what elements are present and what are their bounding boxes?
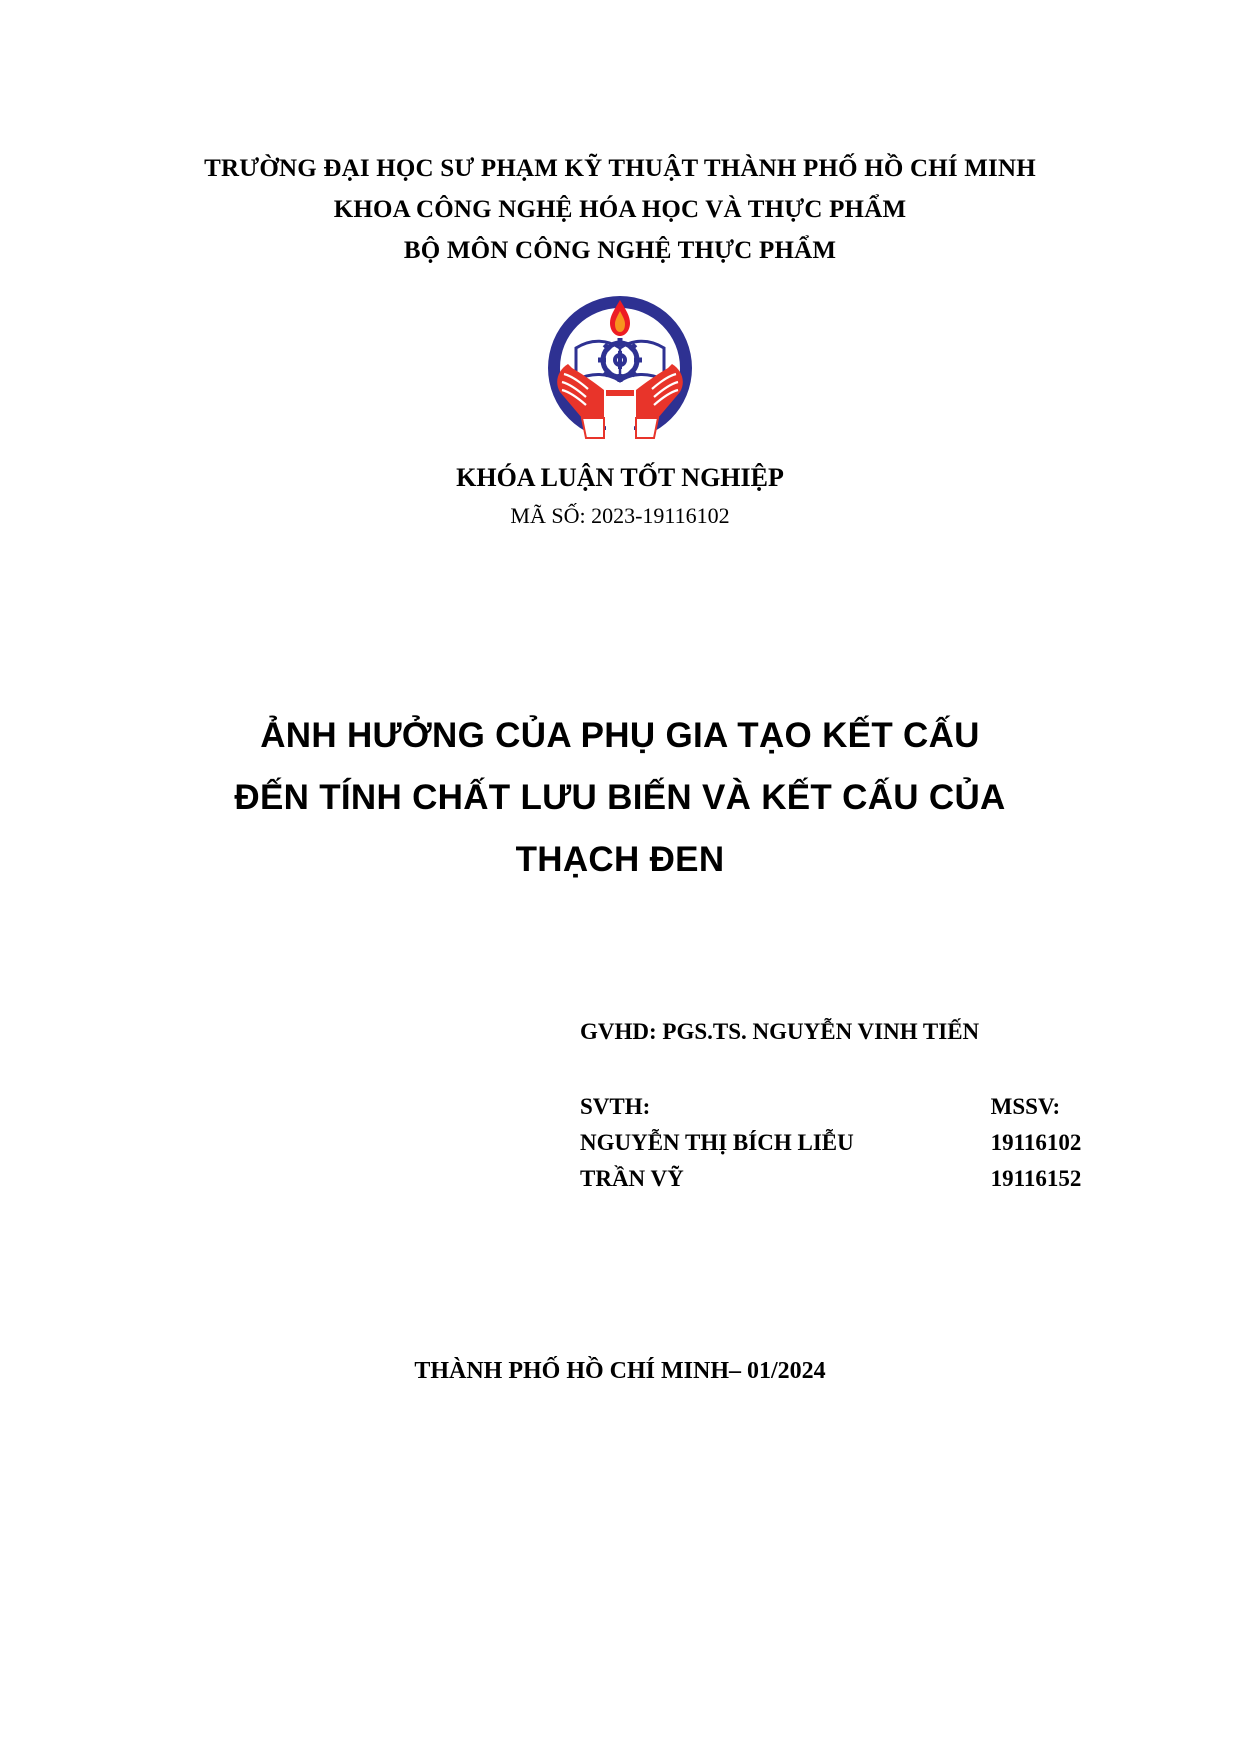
university-name: TRƯỜNG ĐẠI HỌC SƯ PHẠM KỸ THUẬT THÀNH PHỐ HỒ CHÍ MINH: [204, 155, 1036, 182]
student-mssv: 19116102: [990, 1130, 1082, 1155]
title-line-3: THẠCH ĐEN: [515, 840, 725, 879]
mssv-label: MSSV:: [990, 1094, 1061, 1119]
university-logo: [520, 278, 720, 448]
institution-header: [0, 148, 1240, 271]
place-and-date: THÀNH PHỐ HỒ CHÍ MINH– 01/2024: [414, 1358, 826, 1384]
thesis-type-block: [0, 460, 1240, 532]
thesis-type-label: KHÓA LUẬN TỐT NGHIỆP: [456, 463, 784, 492]
thesis-code: MÃ SỐ: 2023-19116102: [510, 503, 730, 528]
title-line-2: ĐẾN TÍNH CHẤT LƯU BIẾN VÀ KẾT CẤU CỦA: [234, 778, 1006, 817]
supervisor: GVHD: PGS.TS. NGUYỄN VINH TIẾN: [580, 1019, 980, 1044]
students-header-row: [580, 1089, 1140, 1125]
table-row: [580, 1161, 1140, 1197]
department-name: BỘ MÔN CÔNG NGHỆ THỰC PHẨM: [403, 237, 837, 264]
student-name: TRẦN VỸ: [580, 1166, 684, 1191]
table-row: [580, 1125, 1140, 1161]
student-name: NGUYỄN THỊ BÍCH LIỄU: [580, 1130, 854, 1155]
page-title: [130, 705, 1110, 891]
students-label: SVTH:: [580, 1094, 651, 1119]
students-table: [580, 1089, 1140, 1197]
authors-block: [580, 1015, 1140, 1197]
faculty-name: KHOA CÔNG NGHỆ HÓA HỌC VÀ THỰC PHẨM: [333, 196, 907, 223]
title-line-1: ẢNH HƯỞNG CỦA PHỤ GIA TẠO KẾT CẤU: [260, 716, 980, 755]
student-mssv: 19116152: [990, 1166, 1082, 1191]
